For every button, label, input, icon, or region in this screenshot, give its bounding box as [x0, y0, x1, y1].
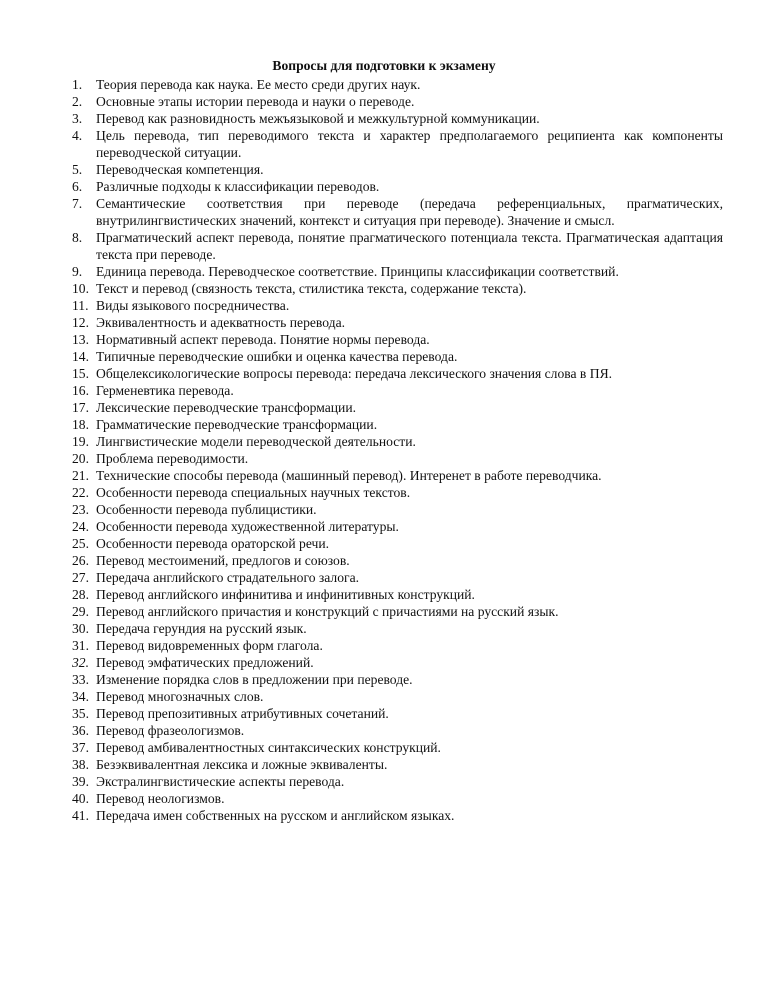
question-text: Герменевтика перевода.	[96, 383, 234, 398]
question-text: Перевод амбивалентностных синтаксических конструкций.	[96, 740, 441, 755]
question-number: 18.	[72, 417, 89, 432]
question-number: 3.	[72, 111, 83, 126]
question-number: 41.	[72, 808, 89, 823]
list-item	[72, 110, 723, 127]
question-text: Грамматические переводческие трансформации.	[96, 417, 378, 432]
question-text: Нормативный аспект перевода. Понятие нормы перевода.	[96, 332, 430, 347]
question-text: Особенности перевода художественной литературы.	[96, 519, 399, 534]
list-item	[72, 450, 723, 467]
list-item	[72, 484, 723, 501]
list-item	[72, 399, 723, 416]
list-item	[72, 705, 723, 722]
question-number: 14.	[72, 349, 89, 364]
page-title: Вопросы для подготовки к экзамену	[272, 58, 496, 73]
question-text: Проблема переводимости.	[96, 451, 249, 466]
question-number: 29.	[72, 604, 89, 619]
question-text: Эквивалентность и адекватность перевода.	[96, 315, 346, 330]
question-text: Перевод многозначных слов.	[96, 689, 264, 704]
question-number: 21.	[72, 468, 89, 483]
question-text: Перевод препозитивных атрибутивных сочетаний.	[96, 706, 389, 721]
list-item	[72, 331, 723, 348]
question-number: 23.	[72, 502, 89, 517]
question-number: 9.	[72, 264, 83, 279]
question-text: Перевод местоимений, предлогов и союзов.	[96, 553, 350, 568]
list-item	[72, 365, 723, 382]
question-text: Цель перевода, тип переводимого текста и характер предполагаемого реципиента как компоненты переводческой ситуации.	[96, 128, 723, 160]
question-text: Переводческая компетенция.	[96, 162, 264, 177]
question-number: 4.	[72, 128, 83, 143]
list-item	[72, 161, 723, 178]
question-text: Передача герундия на русский язык.	[96, 621, 307, 636]
list-item	[72, 229, 723, 263]
question-number: 11.	[72, 298, 89, 313]
question-number: 2.	[72, 94, 83, 109]
question-number: 39.	[72, 774, 89, 789]
question-text: Безэквивалентная лексика и ложные эквиваленты.	[96, 757, 388, 772]
list-item	[72, 280, 723, 297]
list-item	[72, 739, 723, 756]
question-number: 12.	[72, 315, 89, 330]
question-text: Передача английского страдательного залога.	[96, 570, 360, 585]
list-item	[72, 178, 723, 195]
question-number: 24.	[72, 519, 89, 534]
list-item	[72, 671, 723, 688]
question-text: Семантические соответствия при переводе (передача референциальных, прагматических, внутрилингвистических значений, контекст и ситуация при переводе). Значение и смысл.	[96, 196, 723, 228]
question-text: Передача имен собственных на русском и английском языках.	[96, 808, 455, 823]
question-text: Теория перевода как наука. Ее место среди других наук.	[96, 77, 421, 92]
list-item	[72, 637, 723, 654]
question-number: 6.	[72, 179, 83, 194]
list-item	[72, 297, 723, 314]
list-item	[72, 93, 723, 110]
question-number: 25.	[72, 536, 89, 551]
question-number: 34.	[72, 689, 89, 704]
question-number: 17.	[72, 400, 89, 415]
list-item	[72, 569, 723, 586]
list-item	[72, 773, 723, 790]
question-text: Основные этапы истории перевода и науки о переводе.	[96, 94, 415, 109]
question-text: Особенности перевода специальных научных текстов.	[96, 485, 411, 500]
list-item	[72, 76, 723, 93]
question-number: 5.	[72, 162, 83, 177]
question-text: Виды языкового посредничества.	[96, 298, 290, 313]
question-text: Лингвистические модели переводческой деятельности.	[96, 434, 416, 449]
question-number: 8.	[72, 230, 83, 245]
question-text: Перевод эмфатических предложений.	[96, 655, 314, 670]
question-text: Лексические переводческие трансформации.	[96, 400, 357, 415]
list-item	[72, 501, 723, 518]
question-text: Особенности перевода ораторской речи.	[96, 536, 330, 551]
question-number: 26.	[72, 553, 89, 568]
question-text: Типичные переводческие ошибки и оценка качества перевода.	[96, 349, 458, 364]
question-number: 31.	[72, 638, 89, 653]
question-number: 16.	[72, 383, 89, 398]
question-number: 13.	[72, 332, 89, 347]
list-item	[72, 654, 723, 671]
list-item	[72, 790, 723, 807]
question-text: Перевод неологизмов.	[96, 791, 225, 806]
question-number: 35.	[72, 706, 89, 721]
list-item	[72, 603, 723, 620]
question-text: Перевод английского инфинитива и инфинитивных конструкций.	[96, 587, 475, 602]
list-item	[72, 518, 723, 535]
list-item	[72, 688, 723, 705]
list-item	[72, 263, 723, 280]
question-number: 32.	[72, 655, 89, 670]
list-item	[72, 552, 723, 569]
question-text: Перевод английского причастия и конструкций с причастиями на русский язык.	[96, 604, 559, 619]
question-text: Перевод как разновидность межъязыковой и межкультурной коммуникации.	[96, 111, 540, 126]
question-number: 10.	[72, 281, 89, 296]
question-text: Перевод фразеологизмов.	[96, 723, 245, 738]
list-item	[72, 348, 723, 365]
question-number: 1.	[72, 77, 83, 92]
question-number: 33.	[72, 672, 89, 687]
question-number: 38.	[72, 757, 89, 772]
question-list	[72, 76, 723, 824]
list-item	[72, 195, 723, 229]
question-number: 7.	[72, 196, 83, 211]
list-item	[72, 586, 723, 603]
question-number: 20.	[72, 451, 89, 466]
list-item	[72, 433, 723, 450]
question-text: Общелексикологические вопросы перевода: передача лексического значения слова в ПЯ.	[96, 366, 613, 381]
question-text: Прагматический аспект перевода, понятие прагматического потенциала текста. Прагматическая адаптация текста при переводе.	[96, 230, 723, 262]
question-text: Перевод видовременных форм глагола.	[96, 638, 323, 653]
list-item	[72, 535, 723, 552]
question-number: 22.	[72, 485, 89, 500]
list-item	[72, 416, 723, 433]
question-text: Единица перевода. Переводческое соответствие. Принципы классификации соответствий.	[96, 264, 619, 279]
question-number: 19.	[72, 434, 89, 449]
question-text: Текст и перевод (связность текста, стилистика текста, содержание текста).	[96, 281, 527, 296]
list-item	[72, 314, 723, 331]
list-item	[72, 467, 723, 484]
question-text: Экстралингвистические аспекты перевода.	[96, 774, 345, 789]
list-item	[72, 756, 723, 773]
list-item	[72, 722, 723, 739]
question-number: 40.	[72, 791, 89, 806]
list-item	[72, 807, 723, 824]
question-text: Изменение порядка слов в предложении при переводе.	[96, 672, 413, 687]
list-item	[72, 382, 723, 399]
list-item	[72, 127, 723, 161]
question-number: 15.	[72, 366, 89, 381]
question-number: 36.	[72, 723, 89, 738]
question-number: 28.	[72, 587, 89, 602]
question-number: 30.	[72, 621, 89, 636]
question-number: 27.	[72, 570, 89, 585]
list-item	[72, 620, 723, 637]
question-number: 37.	[72, 740, 89, 755]
question-text: Технические способы перевода (машинный перевод). Интеренет в работе переводчика.	[96, 468, 602, 483]
question-text: Особенности перевода публицистики.	[96, 502, 317, 517]
question-text: Различные подходы к классификации переводов.	[96, 179, 380, 194]
